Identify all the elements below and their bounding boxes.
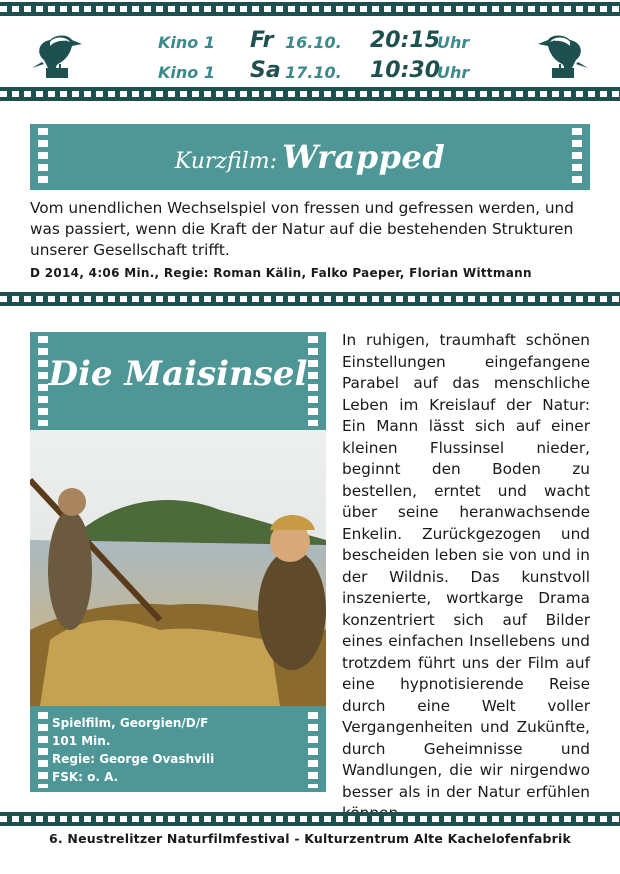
feature-description: In ruhigen, traumhaft schönen Einstellungen eingefangene Parabel auf das menschliche Leben im Kreislauf der Natur: Ein Mann lässt sich auf einer kleinen Flussinsel nieder, beginnt den Boden zu bestellen, erntet und wacht über seine heranwachsende Enkelin. Zurückgezogen und bescheiden leben sie von und in der Wildnis. Das kunstvoll inszenierte, wortkarge Drama konzentriert sich auf Bilder eines einfachen Insellebens und trotzdem führt uns der Film auf eine hypnotisierende Reise durch eine Welt voller Vergangenheiten und Zukünfte, durch Geheimnisse und Wandlungen, die wir nirgendwo besser als in der Natur erfühlen xyxy=(342,331,590,801)
time-unit: Uhr xyxy=(437,63,470,82)
sprocket-right xyxy=(308,712,318,788)
date: 17.10. xyxy=(285,63,342,82)
venue: Kino 1 xyxy=(158,63,215,82)
film-strip-holes xyxy=(0,6,620,12)
day: Fr xyxy=(250,28,274,53)
time-unit: Uhr xyxy=(437,33,470,52)
date: 16.10. xyxy=(285,33,342,52)
feature-info xyxy=(52,714,214,786)
feature-info-duration: 101 Min. xyxy=(52,734,111,748)
short-film-label: Kurzfilm: xyxy=(174,149,278,174)
bird-icon xyxy=(534,24,594,84)
short-film-title: Wrapped xyxy=(282,138,446,176)
short-film-heading xyxy=(30,138,590,176)
venue: Kino 1 xyxy=(158,33,215,52)
footer-text: 6. Neustrelitzer Naturfilmfestival - Kulturzentrum Alte Kachelofenfabrik xyxy=(49,831,571,846)
feature-info-genre: Spielfilm, Georgien/D/F xyxy=(52,716,209,730)
film-strip-holes xyxy=(0,816,620,822)
time: 10:30 xyxy=(370,58,441,83)
short-film-title-panel xyxy=(30,124,590,190)
film-strip-holes xyxy=(0,296,620,302)
poster-panel xyxy=(30,332,326,792)
short-film-description: Vom unendlichen Wechselspiel von fressen und gefressen werden, und was passiert, wenn die Kraft der Natur auf die bestehenden Strukturen unserer Gesellschaft trifft. xyxy=(30,199,574,259)
poster-image xyxy=(30,430,326,706)
bird-icon xyxy=(26,24,86,84)
time: 20:15 xyxy=(370,28,441,53)
feature-info-director: Regie: George Ovashvili xyxy=(52,752,215,766)
feature-info-rating: FSK: o. A. xyxy=(52,770,119,784)
feature-title: Die Maisinsel xyxy=(48,354,308,394)
day: Sa xyxy=(250,58,281,83)
sprocket-left xyxy=(38,712,48,788)
film-strip-holes xyxy=(0,91,620,97)
short-film-credits: D 2014, 4:06 Min., Regie: Roman Kälin, Falko Paeper, Florian Wittmann xyxy=(30,266,532,280)
